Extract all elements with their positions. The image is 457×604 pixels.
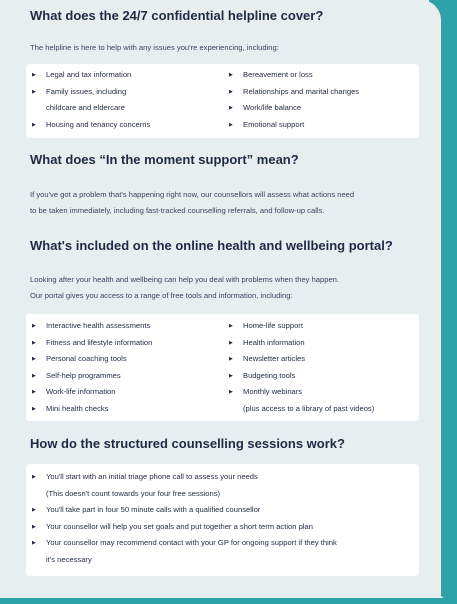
list-item: ▶ Newsletter articles <box>227 351 419 368</box>
bullet-icon: ▶ <box>229 72 233 78</box>
bullet-icon: ▶ <box>32 372 36 379</box>
list-item: ▶ Relationships and marital changes <box>227 84 419 101</box>
bullet-icon: ▶ <box>229 121 233 128</box>
section-intro-line: If you've got a problem that's happening right now, our counsellors will assess what actions need <box>30 190 355 199</box>
bullet-icon: ▶ <box>229 356 233 362</box>
list-item: ▶ Monthly webinars <box>227 384 419 401</box>
list-item-continuation: childcare and eldercare <box>46 103 125 112</box>
portal-list-left <box>26 318 222 417</box>
bullet-icon: ▶ <box>32 389 36 395</box>
list-item: ▶ You'll start with an initial triage phone call to assess your needs <box>30 469 419 486</box>
list-item: ▶ You'll take part in four 50 minute calls with a qualified counsellor <box>30 502 419 519</box>
bullet-icon: ▶ <box>229 372 233 379</box>
section-heading-counselling: How do the structured counselling sessions work? <box>30 436 345 451</box>
helpline-list-left <box>26 67 222 133</box>
bullet-icon: ▶ <box>229 105 233 111</box>
portal-list-right <box>222 318 419 417</box>
list-item: ▶ Your counsellor may recommend contact with your GP for ongoing support if they think <box>30 535 419 552</box>
list-item: ▶ Budgeting tools <box>227 368 419 385</box>
section-intro-line: Looking after your health and wellbeing can help you deal with problems when they happen. <box>30 275 340 284</box>
bullet-icon: ▶ <box>229 389 233 395</box>
counselling-list-card <box>26 464 419 576</box>
bullet-icon: ▶ <box>32 121 36 128</box>
list-item: ▶ Mini health checks <box>30 401 222 418</box>
list-item: ▶ Fitness and lifestyle information <box>30 335 222 352</box>
list-item: ▶ Health information <box>227 335 419 352</box>
list-item: ▶ Family issues, including <box>30 84 222 101</box>
portal-list-card <box>26 314 419 421</box>
bullet-icon: ▶ <box>32 540 36 546</box>
bullet-icon: ▶ <box>32 507 36 513</box>
bullet-icon: ▶ <box>32 88 36 95</box>
list-item-continuation: it's necessary <box>46 554 92 564</box>
list-item: ▶ Self-help programmes <box>30 368 222 385</box>
bullet-icon: ▶ <box>32 356 36 362</box>
section-heading-helpline: What does the 24/7 confidential helpline cover? <box>30 8 324 23</box>
list-item: ▶ Legal and tax information <box>30 67 222 84</box>
bullet-icon: ▶ <box>229 339 233 346</box>
list-item: ▶ Personal coaching tools <box>30 351 222 368</box>
list-item: ▶ Work-life information <box>30 384 222 401</box>
list-item-continuation: (This doesn't count towards your four free sessions) <box>46 488 221 498</box>
section-intro-line: Our portal gives you access to a range of free tools and information, including: <box>30 291 293 300</box>
list-item-continuation: (plus access to a library of past videos) <box>243 403 375 413</box>
bullet-icon: ▶ <box>32 523 36 530</box>
list-item: ▶ Your counsellor will help you set goals and put together a short term action plan <box>30 519 419 536</box>
bullet-icon: ▶ <box>32 405 36 412</box>
list-item: ▶ Interactive health assessments <box>30 318 222 335</box>
decorative-teal-band <box>429 0 457 604</box>
section-intro-helpline: The helpline is here to help with any issues you're experiencing, including: <box>30 43 279 52</box>
list-item: ▶ Work/life balance <box>227 100 419 117</box>
bullet-icon: ▶ <box>229 88 233 95</box>
helpline-list-card <box>26 64 419 138</box>
section-intro-line: to be taken immediately, including fast-tracked counselling referrals, and follow-up calls. <box>30 206 325 215</box>
bullet-icon: ▶ <box>32 72 36 78</box>
bullet-icon: ▶ <box>32 339 36 346</box>
list-item: ▶ Home-life support <box>227 318 419 335</box>
section-heading-in-the-moment: What does “In the moment support” mean? <box>30 152 299 167</box>
bullet-icon: ▶ <box>32 474 36 480</box>
bullet-icon: ▶ <box>229 323 233 329</box>
section-heading-portal: What's included on the online health and wellbeing portal? <box>30 238 393 253</box>
counselling-list <box>26 464 419 568</box>
list-item: ▶ Bereavement or loss <box>227 67 419 84</box>
list-item: ▶ Emotional support <box>227 117 419 134</box>
list-item: ▶ Housing and tenancy concerns <box>30 117 222 134</box>
decorative-bottom-band <box>0 598 457 604</box>
bullet-icon: ▶ <box>32 323 36 329</box>
helpline-list-right <box>222 67 419 133</box>
